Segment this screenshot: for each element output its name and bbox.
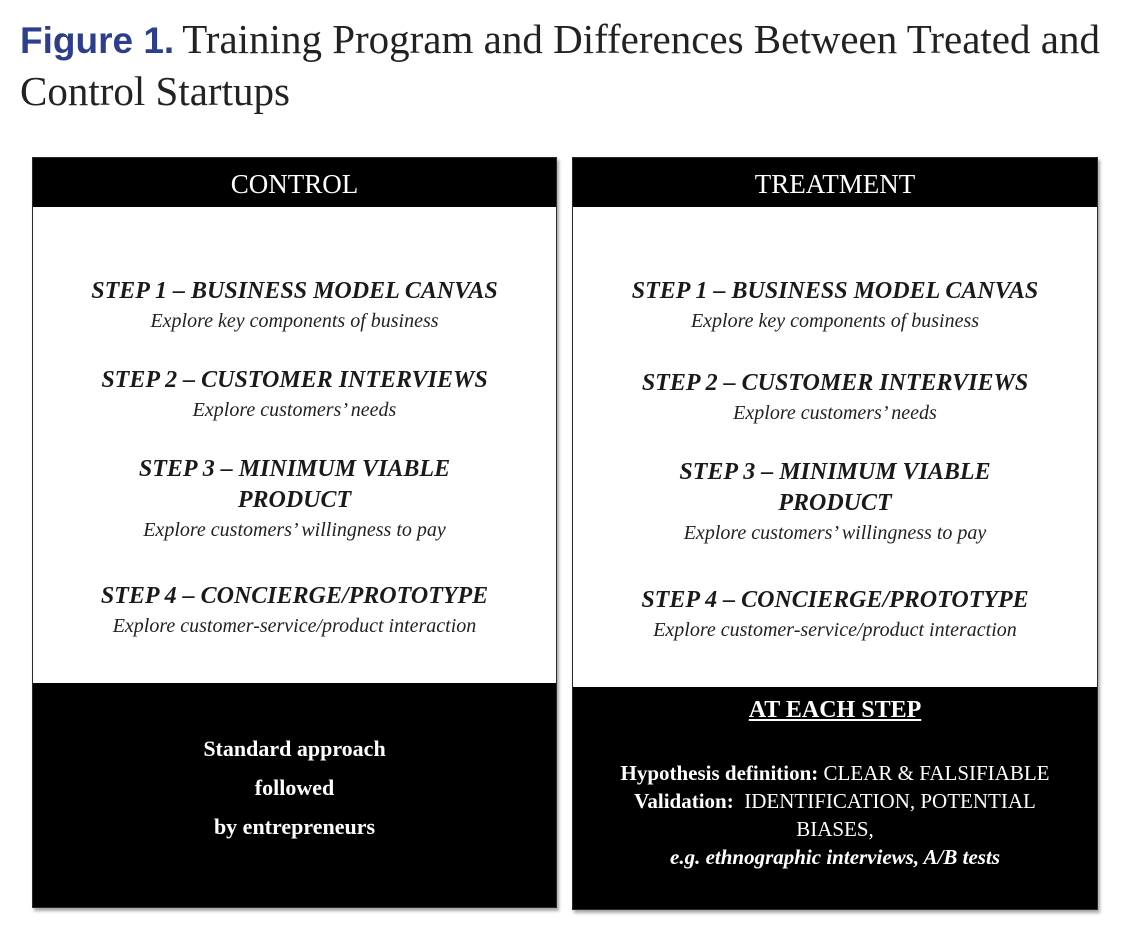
treatment-step-2 bbox=[573, 368, 1097, 427]
control-footer-line1: Standard approach bbox=[203, 736, 386, 761]
figure-label: Figure 1. bbox=[20, 20, 175, 61]
control-step-1-desc: Explore key components of business bbox=[150, 310, 439, 332]
control-step-2-desc: Explore customers’ needs bbox=[192, 399, 397, 421]
treatment-step-4-title: STEP 4 – CONCIERGE/PROTOTYPE bbox=[641, 587, 1029, 613]
treatment-step-2-title: STEP 2 – CUSTOMER INTERVIEWS bbox=[641, 370, 1029, 396]
control-panel bbox=[32, 157, 557, 908]
hypothesis-value: CLEAR & FALSIFIABLE bbox=[823, 761, 1050, 785]
control-step-2 bbox=[33, 365, 556, 424]
treatment-step-3-desc: Explore customers’ willingness to pay bbox=[683, 522, 987, 544]
treatment-step-3 bbox=[573, 457, 1097, 547]
at-each-step-heading: AT EACH STEP bbox=[748, 697, 922, 723]
validation-value-line2: BIASES, bbox=[796, 817, 874, 841]
control-step-2-title: STEP 2 – CUSTOMER INTERVIEWS bbox=[101, 367, 488, 393]
control-footer-line3: by entrepreneurs bbox=[213, 814, 376, 839]
examples-line: e.g. ethnographic interviews, A/B tests bbox=[670, 845, 1000, 869]
control-footer-line2: followed bbox=[254, 775, 335, 800]
validation-line bbox=[573, 787, 1097, 815]
control-step-1-title: STEP 1 – BUSINESS MODEL CANVAS bbox=[91, 278, 498, 304]
treatment-step-1 bbox=[573, 276, 1097, 335]
control-step-4-desc: Explore customer-service/product interaction bbox=[112, 615, 477, 637]
control-step-3-desc: Explore customers’ willingness to pay bbox=[143, 519, 446, 541]
treatment-panel bbox=[572, 157, 1098, 910]
treatment-step-4 bbox=[573, 585, 1097, 644]
control-step-4 bbox=[33, 581, 556, 640]
control-footer-text bbox=[33, 729, 556, 846]
validation-label: Validation: bbox=[634, 789, 734, 813]
treatment-step-2-desc: Explore customers’ needs bbox=[733, 402, 937, 424]
control-step-3-title-line2: PRODUCT bbox=[237, 487, 352, 513]
treatment-step-3-title-line2: PRODUCT bbox=[778, 490, 892, 516]
figure-title-text: Training Program and Differences Between Treated and Control Startups bbox=[20, 16, 1100, 114]
control-footer bbox=[33, 683, 556, 907]
hypothesis-label: Hypothesis definition: bbox=[620, 761, 819, 785]
treatment-footer bbox=[573, 687, 1097, 909]
control-step-4-title: STEP 4 – CONCIERGE/PROTOTYPE bbox=[100, 583, 489, 609]
control-header: CONTROL bbox=[33, 158, 556, 207]
hypothesis-line bbox=[573, 759, 1097, 787]
validation-value-line1: IDENTIFICATION, POTENTIAL bbox=[744, 789, 1036, 813]
treatment-step-3-title-line1: STEP 3 – MINIMUM VIABLE bbox=[679, 459, 991, 485]
treatment-header: TREATMENT bbox=[573, 158, 1097, 207]
figure-title bbox=[20, 14, 1100, 116]
treatment-step-4-desc: Explore customer-service/product interaction bbox=[653, 619, 1017, 641]
treatment-step-1-desc: Explore key components of business bbox=[690, 310, 980, 332]
control-step-3 bbox=[33, 454, 556, 544]
treatment-step-1-title: STEP 1 – BUSINESS MODEL CANVAS bbox=[631, 278, 1039, 304]
treatment-footer-text bbox=[573, 759, 1097, 871]
control-step-1 bbox=[33, 276, 556, 335]
control-step-3-title-line1: STEP 3 – MINIMUM VIABLE bbox=[138, 456, 451, 482]
